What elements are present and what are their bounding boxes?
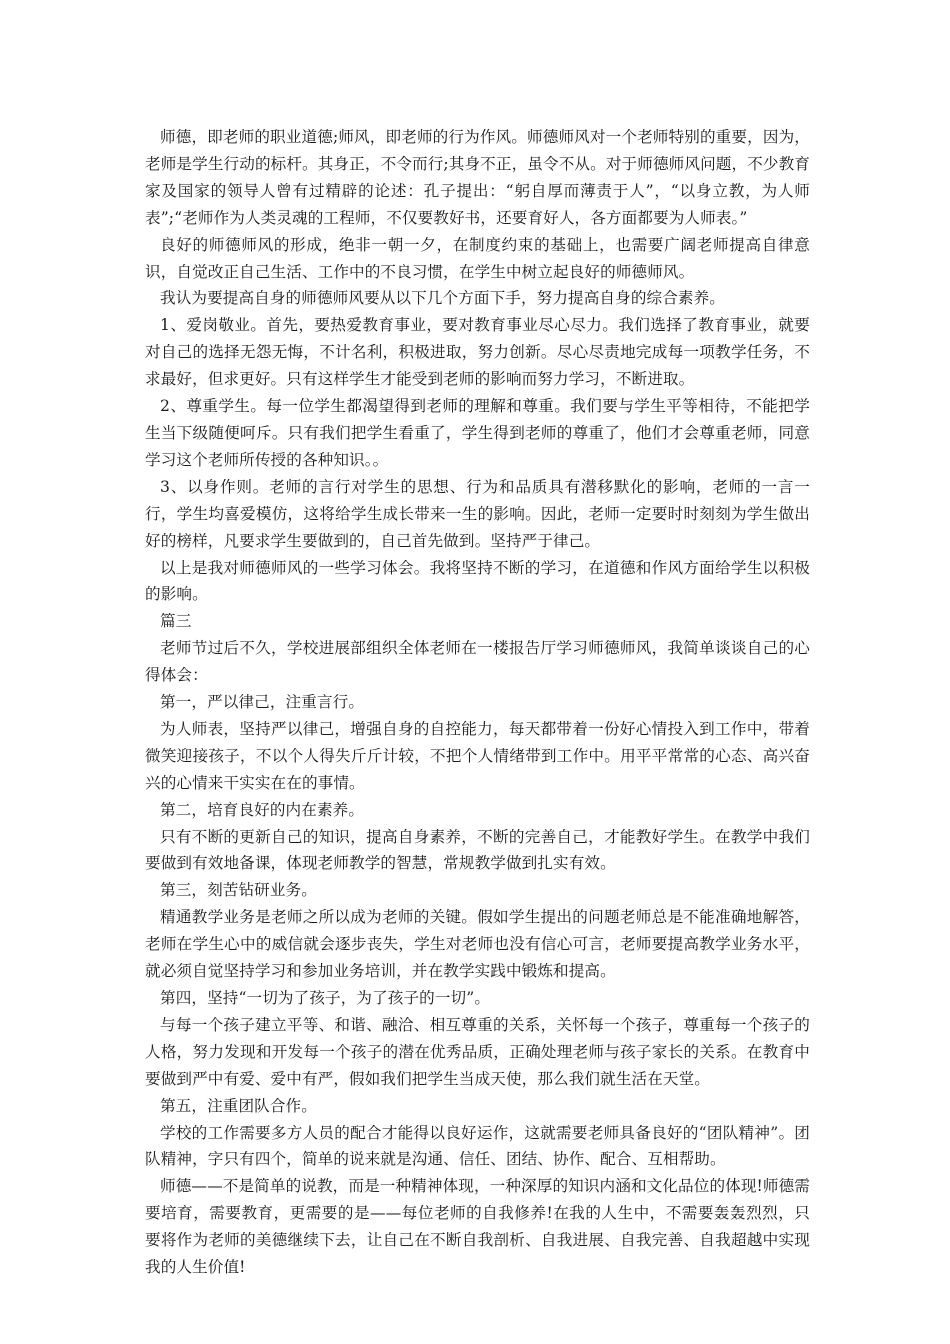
paragraph-approach: 我认为要提高自身的师德师风要从以下几个方面下手，努力提高自身的综合素养。 [160,289,725,308]
paragraph-point-2: 2、尊重学生。每一位学生都渴望得到老师的理解和尊重。我们要与学生平等相待，不能把学生当下级随便呵斥。只有我们把学生看重了，学生得到老师的尊重了，他们才会尊重老师，同意学习这个老师所传授的各种知识。。 [145,397,810,469]
paragraph-formation: 良好的师德师风的形成，绝非一朝一夕，在制度约束的基础上，也需要广阔老师提高自律意识，自觉改正自己生活、工作中的不良习惯，在学生中树立起良好的师德师风。 [145,235,810,281]
paragraph-point-3: 3、以身作则。老师的言行对学生的思想、行为和品质具有潜移默化的影响，老师的一言一行，学生均喜爱模仿，这将给学生成长带来一生的影响。因此，老师一定要时时刻刻为学生做出好的榜样，凡要求学生要做到的，自己首先做到。坚持严于律己。 [145,477,810,550]
subheading-fifth: 第五，注重团队合作。 [160,1096,317,1115]
paragraph-intro-definition: 师德，即老师的职业道德;师风，即老师的行为作风。师德师风对一个老师特别的重要，因为，老师是学生行动的标杆。其身正，不令而行;其身不正，虽令不从。对于师德师风问题，不少教育家及国家的领导人曾有过精辟的论述：孔子提出：“躬自厚而薄责于人”，“以身立教，为人师表”;“老师作为人类灵魂的工程师，不仅要教好书，还要育好人，各方面都要为人师表。” [145,128,810,227]
paragraph-point-1: 1、爱岗敬业。首先，要热爱教育事业，要对教育事业尽心尽力。我们选择了教育事业，就要对自己的选择无怨无悔，不计名利，积极进取，努力创新。尽心尽责地完成每一项教学任务，不求最好，但求更好。只有这样学生才能受到老师的影响而努力学习，不断进取。 [145,316,810,389]
paragraph-second-body: 只有不断的更新自己的知识，提高自身素养，不断的完善自己，才能教好学生。在教学中我们要做到有效地备课，体现老师教学的智慧，常规教学做到扎实有效。 [145,827,810,873]
subheading-fourth: 第四，坚持“一切为了孩子，为了孩子的一切”。 [160,989,491,1007]
section-heading: 篇三 [160,612,192,631]
paragraph-summary: 以上是我对师德师风的一些学习体会。我将坚持不断的学习，在道德和作风方面给学生以积极的影响。 [145,558,810,604]
paragraph-fourth-body: 与每一个孩子建立平等、和谐、融洽、相互尊重的关系，关怀每一个孩子，尊重每一个孩子的人格，努力发现和开发每一个孩子的潜在优秀品质，正确处理老师与孩子家长的关系。在教育中要做到严中有爱、爱中有严，假如我们把学生当成天使，那么我们就生活在天堂。 [145,1015,810,1088]
paragraph-third-body: 精通教学业务是老师之所以成为老师的关键。假如学生提出的问题老师总是不能准确地解答，老师在学生心中的威信就会逐步丧失，学生对老师也没有信心可言，老师要提高教学业务水平，就必须自觉坚持学习和参加业务培训，并在教学实践中锻炼和提高。 [145,908,810,981]
paragraph-first-body: 为人师表，坚持严以律己，增强自身的自控能力，每天都带着一份好心情投入到工作中，带着微笑迎接孩子，不以个人得失斤斤计较，不把个人情绪带到工作中。用平平常常的心态、高兴奋兴的心情来干实实在在的事情。 [145,719,810,792]
document-body [145,124,810,1281]
subheading-first: 第一，严以律己，注重言行。 [160,693,365,712]
subheading-second: 第二，培育良好的内在素养。 [160,800,365,819]
paragraph-fifth-body: 学校的工作需要多方人员的配合才能得以良好运作，这就需要老师具备良好的“团队精神”。团队精神，字只有四个，简单的说来就是沟通、信任、团结、协作、配合、互相帮助。 [145,1123,810,1169]
subheading-third: 第三，刻苦钻研业务。 [160,881,317,900]
paragraph-conclusion: 师德——不是简单的说教，而是一种精神体现，一种深厚的知识内涵和文化品位的体现!师德需要培育，需要教育，更需要的是——每位老师的自我修养!在我的人生中，不需要轰轰烈烈，只要将作为老师的美德继续下去，让自己在不断自我剖析、自我进展、自我完善、自我超越中实现我的人生价值! [145,1177,810,1277]
paragraph-section-intro: 老师节过后不久，学校进展部组织全体老师在一楼报告厅学习师德师风，我简单谈谈自己的心得体会： [145,639,810,685]
